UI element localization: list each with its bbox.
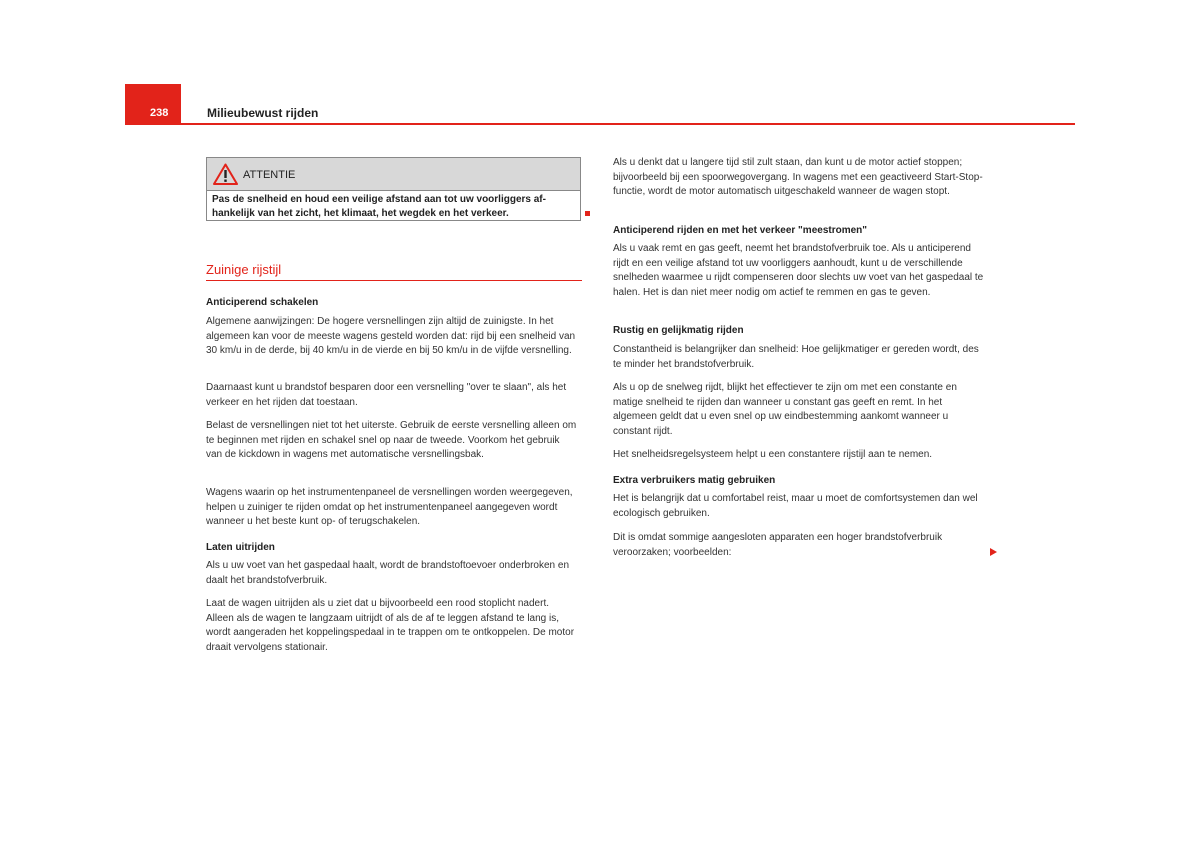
warning-text: Pas de snelheid en houd een veilige afstand aan tot uw voorliggers af-hankelijk van het zicht, het klimaat, het wegdek en het verkeer. <box>212 194 546 219</box>
section-title: Zuinige rijstijl <box>206 262 282 277</box>
warning-label: ATTENTIE <box>243 169 296 181</box>
heading-anticiperend-rijden: Anticiperend rijden en met het verkeer "meestromen" <box>613 225 868 236</box>
paragraph: Dit is omdat sommige aangesloten apparaten een hoger brandstofverbruik veroorzaken; voorbeelden: <box>613 532 943 558</box>
paragraph: Als u denkt dat u langere tijd stil zult staan, dan kunt u de motor actief stoppen; bijvoorbeeld bij een spoorwegovergang. In wagens met een geactiveerd Start-Stop-functie, wordt de motor automatisch uitgeschakeld wanneer de wagen stopt. <box>613 157 983 197</box>
paragraph: Laat de wagen uitrijden als u ziet dat u bijvoorbeeld een rood stoplicht nadert. Alleen als de wagen te langzaam uitrijdt of als de af te leggen afstand te lang is, wordt aangeraden het koppelingspedaal in te trappen om te ontkoppelen. De motor draait vervolgens stationair. <box>206 598 575 653</box>
heading-rustig-rijden: Rustig en gelijkmatig rijden <box>613 325 744 336</box>
heading-extra-verbruikers: Extra verbruikers matig gebruiken <box>613 475 776 486</box>
paragraph: Daarnaast kunt u brandstof besparen door een versnelling "over te slaan", als het verkeer en het rijden dat toestaan. <box>206 382 567 408</box>
header-rule <box>125 123 1075 125</box>
warning-triangle-icon <box>213 163 238 185</box>
paragraph: Het is belangrijk dat u comfortabel reist, maar u moet de comfortsystemen dan wel ecologisch gebruiken. <box>613 493 978 519</box>
heading-anticiperend-schakelen: Anticiperend schakelen <box>206 297 319 308</box>
chapter-title: Milieubewust rijden <box>207 106 319 120</box>
section-rule <box>206 280 582 281</box>
paragraph: Constantheid is belangrijker dan snelheid: Hoe gelijkmatiger er gereden wordt, des te minder het brandstofverbruik. <box>613 344 979 370</box>
heading-laten-uitrijden: Laten uitrijden <box>206 542 275 553</box>
continue-arrow-icon <box>990 548 997 556</box>
paragraph: Het snelheidsregelsysteem helpt u een constantere rijstijl aan te nemen. <box>613 449 933 460</box>
paragraph: Wagens waarin op het instrumentenpaneel de versnellingen worden weergegeven, helpen u zuiniger te rijden omdat op het instrumentenpaneel aangegeven wordt wanneer u het beste kunt op- of terugschakelen. <box>206 487 573 527</box>
paragraph: Als u op de snelweg rijdt, blijkt het effectiever te zijn om met een constante en matige snelheid te rijden dan wanneer u constant gas geeft en remt. In het algemeen geldt dat u even snel op uw eindbestemming aankomt wanneer u constant rijdt. <box>613 382 957 437</box>
paragraph: Belast de versnellingen niet tot het uiterste. Gebruik de eerste versnelling alleen om te beginnen met rijden en schakel snel op naar de tweede. Voorkom het gebruik van de kickdown in wagens met automatische versnellingsbak. <box>206 420 577 460</box>
section-end-marker <box>585 211 590 216</box>
warning-header <box>207 158 580 191</box>
paragraph: Als u uw voet van het gaspedaal haalt, wordt de brandstoftoevoer onderbroken en daalt het brandstofverbruik. <box>206 560 570 586</box>
paragraph: Als u vaak remt en gas geeft, neemt het brandstofverbruik toe. Als u anticiperend rijdt en een veilige afstand tot uw voorliggers aanhoudt, kunt u de verschillende snelheden waarmee u rijdt compenseren door slechts uw voet van het gaspedaal te halen. Het is dan niet meer nodig om actief te remmen en gas te geven. <box>613 243 984 298</box>
paragraph: Algemene aanwijzingen: De hogere versnellingen zijn altijd de zuinigste. In het algemeen kan voor de meeste wagens gesteld worden dat: rijd bij een snelheid van 30 km/u in de derde, bij 40 km/u in de vierde en bij 50 km/u in de vijfde versnelling. <box>206 316 576 356</box>
warning-box <box>206 157 581 221</box>
page-number: 238 <box>150 107 169 119</box>
